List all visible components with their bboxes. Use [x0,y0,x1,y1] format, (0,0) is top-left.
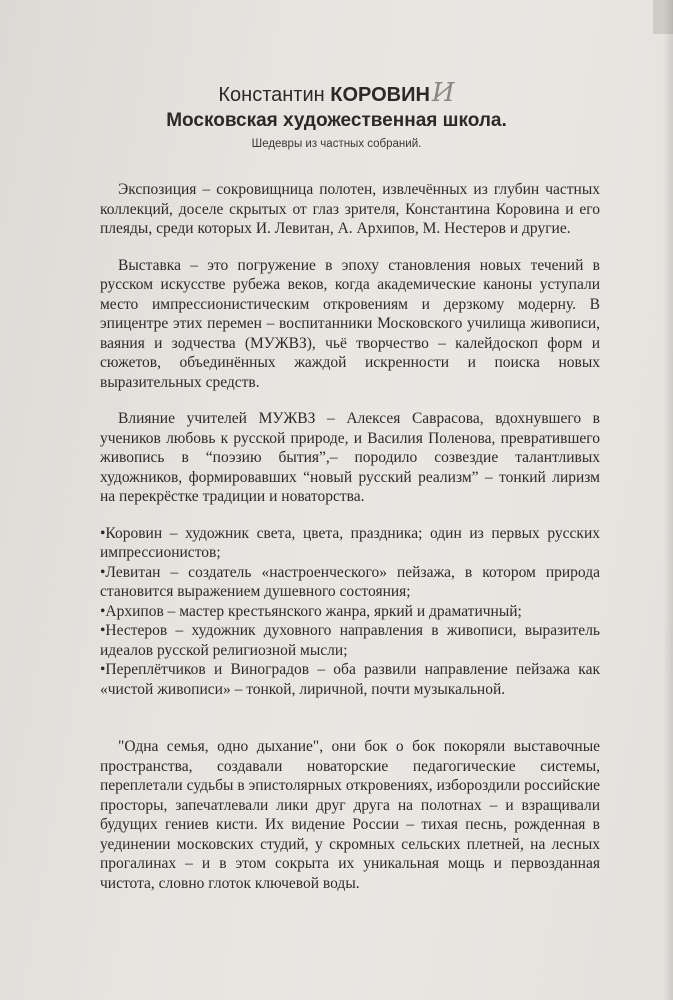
ampersand-mark: И [431,78,455,108]
list-item-arkhipov: •Архипов – мастер крестьянского жанра, яркий и драматичный; [100,602,522,620]
poster-subtitle [0,108,673,134]
list-item-nesterov: •Нестеров – художник духовного направления в живописи, выразитель идеалов русской религиозной мысли; [100,622,600,659]
influence-paragraph: Влияние учителей МУЖВЗ – Алексея Саврасова, вдохнувшего в учеников любовь к русской природе, и Василия Поленова, превратившего живопись в “поэзию бытия”,– породило созвездие талантливых художников, формировавших “новый русский реализм” – тонкий лиризм на перекрёстке традиции и новаторства. [100,410,600,505]
poster-body [100,180,600,910]
poster-tagline: Шедевры из частных собраний. [251,138,422,150]
artist-first-name: Константин [218,84,325,106]
list-item-pereplyotchikov-vinogradov: •Переплётчиков и Виноградов – оба развили направление пейзажа как «чистой живописи» – тонкой, лиричной, почти музыкальной. [100,661,600,698]
artist-surname: КОРОВИН [330,84,430,106]
subtitle-text: Московская художественная школа [166,110,502,131]
exhibition-paragraph: Выставка – это погружение в эпоху становления новых течений в русском искусстве рубежа веков, когда академические каноны уступали место импрессионистическим откровениям и дерзкому модерну. В эпицентре этих перемен – воспитанники Московского училища живописи, ваяния и зодчества (МУЖВЗ), чьё творчество – калейдоскоп форм и сюжетов, объединённых жаждой искренности и поиска новых выразительных средств. [100,256,600,391]
list-item-korovin: •Коровин – художник света, цвета, праздника; один из первых русских импрессионистов; [100,524,600,561]
poster-title [0,80,673,108]
list-item-levitan: •Левитан – создатель «настроенческого» пейзажа, в котором природа становится выражением душевного состояния; [100,563,600,600]
intro-paragraph: Экспозиция – сокровищница полотен, извлечённых из глубин частных коллекций, доселе скрытых от глаз зрителя, Константина Коровина и его плеяды, среди которых И. Левитан, А. Архипов, М. Нестеров и другие. [100,181,600,237]
subtitle-dot: . [501,110,507,131]
poster-header [0,80,673,154]
artists-list [100,524,600,700]
closing-paragraph: "Одна семья, одно дыхание", они бок о бок покоряли выставочные пространства, создавали новаторские педагогические системы, переплетали судьбы в эпистолярных откровениях, избороздили российские просторы, запечатлевали лики друг друга на полотнах – и взращивали будущих гениев кисти. Их видение России – тихая песнь, рожденная в уединении московских студий, у скромных сельских плетней, на лесных прогалинах – и в этом сокрыта их уникальная мощь и первозданная чистота, словно глоток ключевой воды. [100,738,600,892]
